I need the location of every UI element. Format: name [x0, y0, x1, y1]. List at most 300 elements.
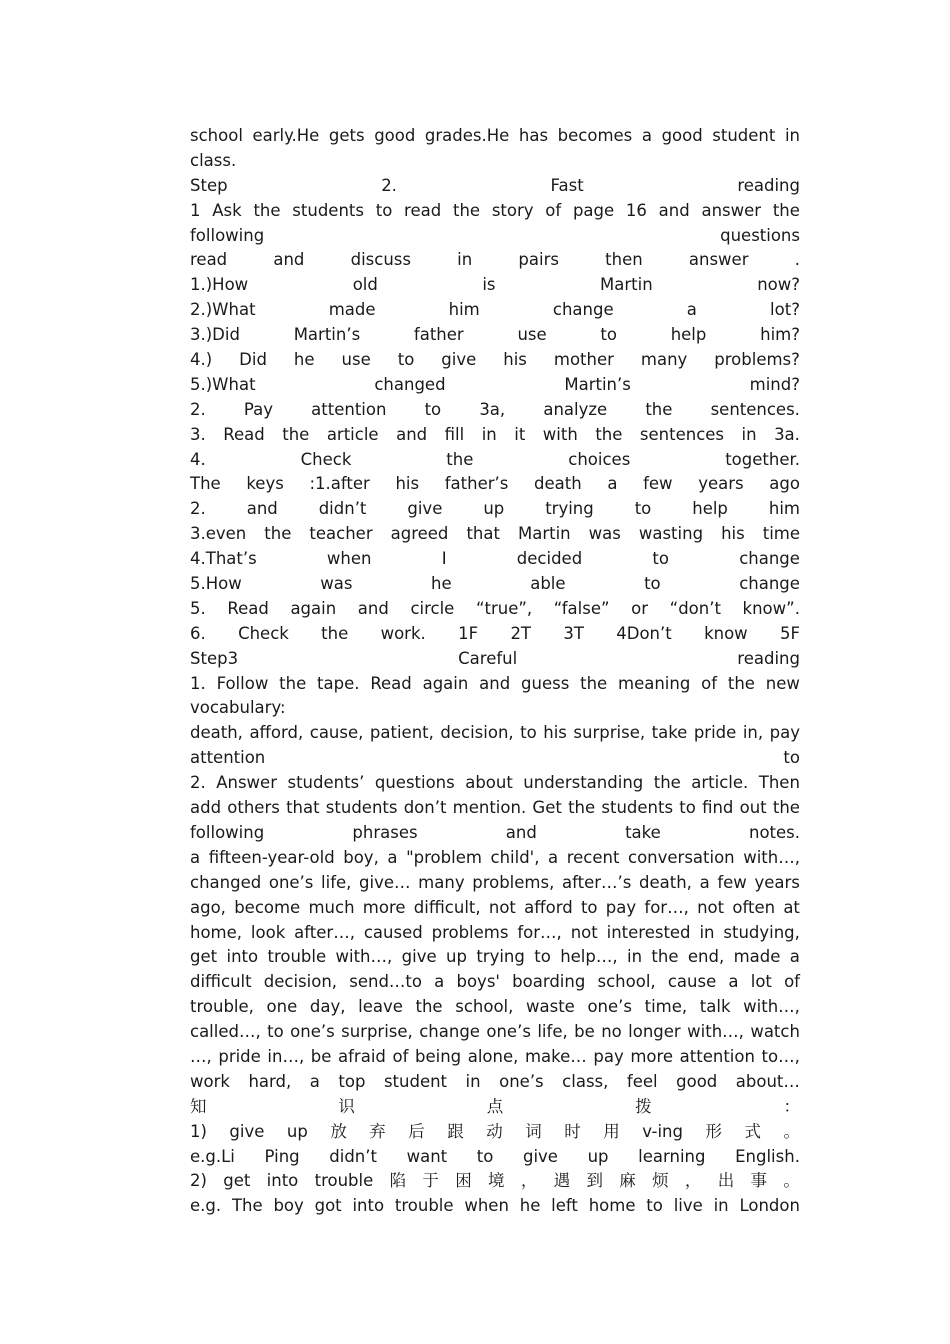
- text-line: [190, 398, 800, 423]
- word: and: [246, 499, 278, 519]
- word: understanding: [523, 773, 644, 793]
- word: to…,: [761, 1046, 800, 1066]
- word: agreed: [390, 524, 449, 544]
- word: ，: [684, 1171, 702, 1191]
- word: change: [419, 1022, 480, 1042]
- word: with…,: [743, 997, 800, 1017]
- word: learning: [638, 1146, 706, 1166]
- word: early.He: [252, 126, 320, 145]
- word: 3.)Did: [190, 325, 240, 345]
- word: of: [701, 673, 718, 693]
- word: wasting: [638, 524, 704, 544]
- word: Then: [758, 773, 800, 793]
- text-line: class.: [190, 150, 237, 170]
- word: analyze: [543, 399, 608, 419]
- word: 16: [625, 200, 647, 220]
- word: Read: [223, 424, 265, 444]
- word: 词: [525, 1121, 542, 1141]
- word: to: [634, 499, 652, 519]
- word: answer: [688, 250, 749, 270]
- word: 时: [564, 1121, 581, 1141]
- word: much: [308, 897, 355, 917]
- word: The: [231, 1196, 263, 1216]
- word: the: [282, 424, 310, 444]
- word: a: [728, 972, 739, 992]
- word: don’t: [403, 798, 447, 818]
- word: that: [286, 798, 320, 818]
- word: and: [658, 200, 690, 220]
- word: talk: [699, 997, 731, 1017]
- word: many: [418, 872, 465, 892]
- word: in: [784, 126, 800, 145]
- word: afford: [524, 897, 573, 917]
- word: one’s: [290, 1022, 335, 1042]
- word: to: [644, 574, 661, 594]
- word: page: [572, 200, 615, 220]
- text-line: [190, 1070, 800, 1095]
- word: a: [641, 126, 652, 145]
- word: 1.: [190, 673, 206, 693]
- word: the: [727, 673, 755, 693]
- word: in: [481, 424, 497, 444]
- word: pride: [693, 723, 737, 743]
- text-line: [190, 522, 800, 547]
- word: students: [601, 798, 674, 818]
- word: e.g.: [190, 1196, 222, 1216]
- word: 。: [783, 1121, 800, 1141]
- word: got: [314, 1196, 342, 1216]
- word: meaning: [618, 673, 691, 693]
- text-line: [190, 323, 800, 348]
- word: didn’t: [318, 499, 367, 519]
- word: after…’s: [561, 872, 632, 892]
- word: give: [229, 1121, 265, 1141]
- word: into: [226, 947, 259, 967]
- word: he: [519, 1196, 541, 1216]
- word: the: [651, 947, 679, 967]
- word: a: [548, 847, 559, 867]
- word: the: [772, 798, 800, 818]
- word: 事: [750, 1171, 767, 1191]
- word: pairs: [518, 250, 559, 270]
- word: questions: [374, 773, 455, 793]
- word: take: [625, 822, 661, 842]
- word: a: [686, 300, 697, 320]
- word: ：: [783, 1096, 800, 1116]
- word: up: [286, 1121, 308, 1141]
- word: him: [448, 300, 480, 320]
- word: decision,: [263, 972, 338, 992]
- word: 动: [486, 1121, 503, 1141]
- word: 烦: [652, 1171, 669, 1191]
- word: add: [190, 798, 222, 818]
- word: to: [646, 1196, 663, 1216]
- word: 。: [783, 1171, 800, 1191]
- word: to: [580, 897, 598, 917]
- word: Careful: [458, 648, 518, 668]
- word: into: [266, 1171, 299, 1191]
- word: the: [653, 773, 681, 793]
- word: give: [407, 499, 443, 519]
- word: to: [397, 350, 415, 370]
- word: left: [551, 1196, 578, 1216]
- word: 2.: [190, 499, 206, 519]
- word: help…,: [560, 947, 618, 967]
- word: 2T: [510, 623, 532, 643]
- word: about…: [735, 1071, 800, 1091]
- word: changed: [374, 374, 446, 394]
- word: pride: [218, 1046, 261, 1066]
- word: his: [503, 350, 527, 370]
- word: take: [651, 723, 688, 743]
- word: teacher: [309, 524, 373, 544]
- word: to: [520, 723, 537, 743]
- word: life,: [537, 1022, 568, 1042]
- word: get: [190, 947, 218, 967]
- word: few: [717, 872, 747, 892]
- word: article.: [691, 773, 749, 793]
- word: problems: [431, 922, 509, 942]
- word: alone,: [467, 1046, 519, 1066]
- word: ago: [769, 474, 800, 494]
- word: English.: [735, 1146, 800, 1166]
- word: 1: [190, 200, 201, 220]
- word: up: [446, 947, 467, 967]
- word: in…,: [267, 1046, 305, 1066]
- word: Did: [239, 350, 267, 370]
- text-line: [190, 273, 800, 298]
- word: 跟: [447, 1121, 464, 1141]
- word: afford,: [249, 723, 304, 743]
- text-line: vocabulary:: [190, 698, 286, 718]
- word: was: [320, 574, 353, 594]
- word: give: [522, 1146, 558, 1166]
- text-line: [190, 298, 800, 323]
- word: keys: [246, 474, 284, 494]
- word: fifteen-year-old: [208, 847, 335, 867]
- word: be: [310, 1046, 332, 1066]
- word: story: [491, 200, 534, 220]
- word: “true”,: [475, 598, 533, 618]
- word: mother: [553, 350, 614, 370]
- word: time: [762, 524, 800, 544]
- word: e.g.Li: [190, 1146, 235, 1166]
- word: 2): [190, 1171, 207, 1191]
- word: pay: [769, 723, 800, 743]
- word: following: [190, 822, 265, 842]
- word: now?: [757, 275, 800, 295]
- word: cause,: [309, 723, 364, 743]
- word: patient,: [369, 723, 434, 743]
- word: student: [383, 1071, 448, 1091]
- word: Martin’s: [293, 325, 361, 345]
- word: with: [542, 424, 578, 444]
- word: waste: [526, 997, 575, 1017]
- word: work: [190, 1071, 230, 1091]
- word: Martin: [600, 275, 653, 295]
- word: 5.: [190, 598, 206, 618]
- word: to: [476, 1146, 494, 1166]
- word: and: [357, 598, 389, 618]
- word: for…,: [517, 922, 562, 942]
- word: has: [518, 126, 549, 145]
- word: change: [552, 300, 614, 320]
- word: 境: [488, 1171, 505, 1191]
- word: boy,: [343, 847, 379, 867]
- word: when: [464, 1196, 509, 1216]
- word: in: [626, 947, 643, 967]
- word: recent: [566, 847, 620, 867]
- word: 1F: [458, 623, 479, 643]
- word: 5.How: [190, 574, 242, 594]
- word: students’: [287, 773, 365, 793]
- text-line: [190, 124, 800, 149]
- word: "problem: [406, 847, 482, 867]
- word: change: [739, 549, 800, 569]
- word: become: [234, 897, 301, 917]
- word: of: [392, 1046, 409, 1066]
- word: boy: [273, 1196, 304, 1216]
- word: others: [227, 798, 280, 818]
- word: attention: [190, 748, 266, 768]
- word: the: [264, 524, 292, 544]
- word: Check: [238, 623, 289, 643]
- word: trouble: [314, 1171, 374, 1191]
- text-line: [190, 945, 800, 970]
- word: tape.: [317, 673, 360, 693]
- text-line: [190, 647, 800, 672]
- word: trying: [545, 499, 594, 519]
- text-line: [190, 672, 800, 697]
- word: the: [580, 673, 608, 693]
- word: after…,: [294, 922, 355, 942]
- word: surprise,: [341, 1022, 413, 1042]
- word: not: [697, 897, 725, 917]
- word: reading: [737, 175, 800, 195]
- text-line: [190, 1194, 800, 1219]
- word: years: [754, 872, 800, 892]
- word: not: [488, 897, 516, 917]
- text-line: [190, 871, 800, 896]
- word: 放: [330, 1121, 347, 1141]
- word: .: [794, 250, 800, 270]
- word: fill: [444, 424, 465, 444]
- word: know”.: [742, 598, 800, 618]
- text-line: [190, 1095, 800, 1120]
- word: the: [415, 997, 443, 1017]
- word: student: [712, 126, 776, 145]
- word: again: [422, 673, 469, 693]
- word: 拨: [635, 1096, 652, 1116]
- text-line: [190, 970, 800, 995]
- word: the: [568, 798, 596, 818]
- word: him?: [760, 325, 800, 345]
- word: guess: [521, 673, 570, 693]
- word: conversation: [628, 847, 735, 867]
- word: boarding: [512, 972, 586, 992]
- word: problems,: [472, 872, 555, 892]
- word: 困: [455, 1171, 472, 1191]
- text-line: [190, 1145, 800, 1170]
- word: often: [732, 897, 776, 917]
- word: 形: [705, 1121, 722, 1141]
- word: be: [574, 1022, 595, 1042]
- word: one’s: [499, 1071, 544, 1091]
- text-line: [190, 448, 800, 473]
- word: Martin: [517, 524, 571, 544]
- word: 6.: [190, 623, 206, 643]
- word: use: [341, 350, 371, 370]
- word: at: [783, 897, 800, 917]
- word: school: [190, 126, 243, 145]
- word: 5F: [780, 623, 800, 643]
- word: then: [605, 250, 643, 270]
- word: a: [607, 474, 618, 494]
- word: one’s: [268, 872, 314, 892]
- text-line: [190, 423, 800, 448]
- word: afraid: [338, 1046, 386, 1066]
- word: the: [446, 449, 474, 469]
- word: old: [352, 275, 378, 295]
- word: mind?: [749, 374, 800, 394]
- word: know: [704, 623, 748, 643]
- word: gets: [328, 126, 365, 145]
- word: Check: [300, 449, 352, 469]
- text-line: [190, 199, 800, 224]
- word: grades.He: [424, 126, 510, 145]
- word: sentences.: [710, 399, 800, 419]
- word: top: [338, 1071, 366, 1091]
- word: boys': [456, 972, 500, 992]
- word: The: [190, 474, 221, 494]
- word: his: [721, 524, 745, 544]
- word: lot?: [770, 300, 800, 320]
- word: 用: [603, 1121, 620, 1141]
- word: phrases: [352, 822, 418, 842]
- word: death,: [190, 723, 243, 743]
- document-page: [190, 124, 800, 1219]
- word: sentences: [639, 424, 725, 444]
- word: it: [514, 424, 526, 444]
- word: Get: [532, 798, 562, 818]
- word: death,: [639, 872, 692, 892]
- word: Follow: [216, 673, 269, 693]
- word: feel: [626, 1071, 658, 1091]
- word: in,: [742, 723, 764, 743]
- word: able: [530, 574, 566, 594]
- text-line: [190, 746, 800, 771]
- word: one: [266, 997, 298, 1017]
- word: 2.: [190, 773, 206, 793]
- text-line: [190, 174, 800, 199]
- word: is: [482, 275, 496, 295]
- word: good: [661, 126, 703, 145]
- word: send…to: [349, 972, 422, 992]
- word: 3.: [190, 424, 206, 444]
- word: of: [545, 200, 562, 220]
- word: discuss: [350, 250, 411, 270]
- word: in: [465, 1071, 481, 1091]
- word: pay: [605, 897, 637, 917]
- word: reading: [737, 648, 800, 668]
- word: home,: [190, 922, 243, 942]
- word: death: [534, 474, 582, 494]
- word: out: [739, 798, 767, 818]
- word: :1.after: [309, 474, 370, 494]
- word: more: [630, 1046, 674, 1066]
- word: circle: [410, 598, 455, 618]
- word: him: [768, 499, 800, 519]
- word: 出: [717, 1171, 735, 1191]
- text-line: [190, 821, 800, 846]
- word: the: [595, 424, 623, 444]
- word: was: [588, 524, 621, 544]
- word: Fast: [550, 175, 584, 195]
- word: 3a,: [479, 399, 506, 419]
- word: 3a.: [774, 424, 800, 444]
- word: to: [424, 399, 442, 419]
- word: the: [253, 200, 281, 220]
- word: find: [702, 798, 734, 818]
- text-line: [190, 248, 800, 273]
- word: becomes: [557, 126, 633, 145]
- word: in: [457, 250, 473, 270]
- word: to: [267, 1022, 284, 1042]
- word: hard,: [248, 1071, 292, 1091]
- word: a: [789, 947, 800, 967]
- word: decided: [516, 549, 583, 569]
- word: class,: [562, 1071, 609, 1091]
- word: and: [396, 424, 428, 444]
- word: attention: [679, 1046, 755, 1066]
- word: that: [466, 524, 500, 544]
- word: he: [431, 574, 452, 594]
- word: caused: [363, 922, 423, 942]
- word: the: [645, 399, 673, 419]
- word: together.: [725, 449, 800, 469]
- word: notes.: [748, 822, 800, 842]
- word: Step3: [190, 648, 239, 668]
- text-line: [190, 796, 800, 821]
- text-line: [190, 348, 800, 373]
- word: 识: [338, 1096, 355, 1116]
- word: answer: [701, 200, 762, 220]
- word: many: [640, 350, 688, 370]
- word: 3.even: [190, 524, 247, 544]
- word: trying: [476, 947, 525, 967]
- word: work.: [380, 623, 426, 643]
- word: “false”: [553, 598, 610, 618]
- word: a: [309, 1071, 320, 1091]
- word: leave: [358, 997, 403, 1017]
- word: 4.That’s: [190, 549, 257, 569]
- word: with…,: [335, 947, 393, 967]
- word: use: [517, 325, 547, 345]
- word: difficult: [190, 972, 252, 992]
- word: good: [676, 1071, 718, 1091]
- word: the: [321, 623, 349, 643]
- word: to: [534, 947, 551, 967]
- word: a: [387, 847, 398, 867]
- text-line: [190, 1045, 800, 1070]
- word: and: [505, 822, 537, 842]
- word: called…,: [190, 1022, 261, 1042]
- word: Read: [227, 598, 269, 618]
- word: read: [404, 200, 442, 220]
- word: to: [783, 748, 800, 768]
- word: article: [326, 424, 379, 444]
- word: a: [699, 872, 710, 892]
